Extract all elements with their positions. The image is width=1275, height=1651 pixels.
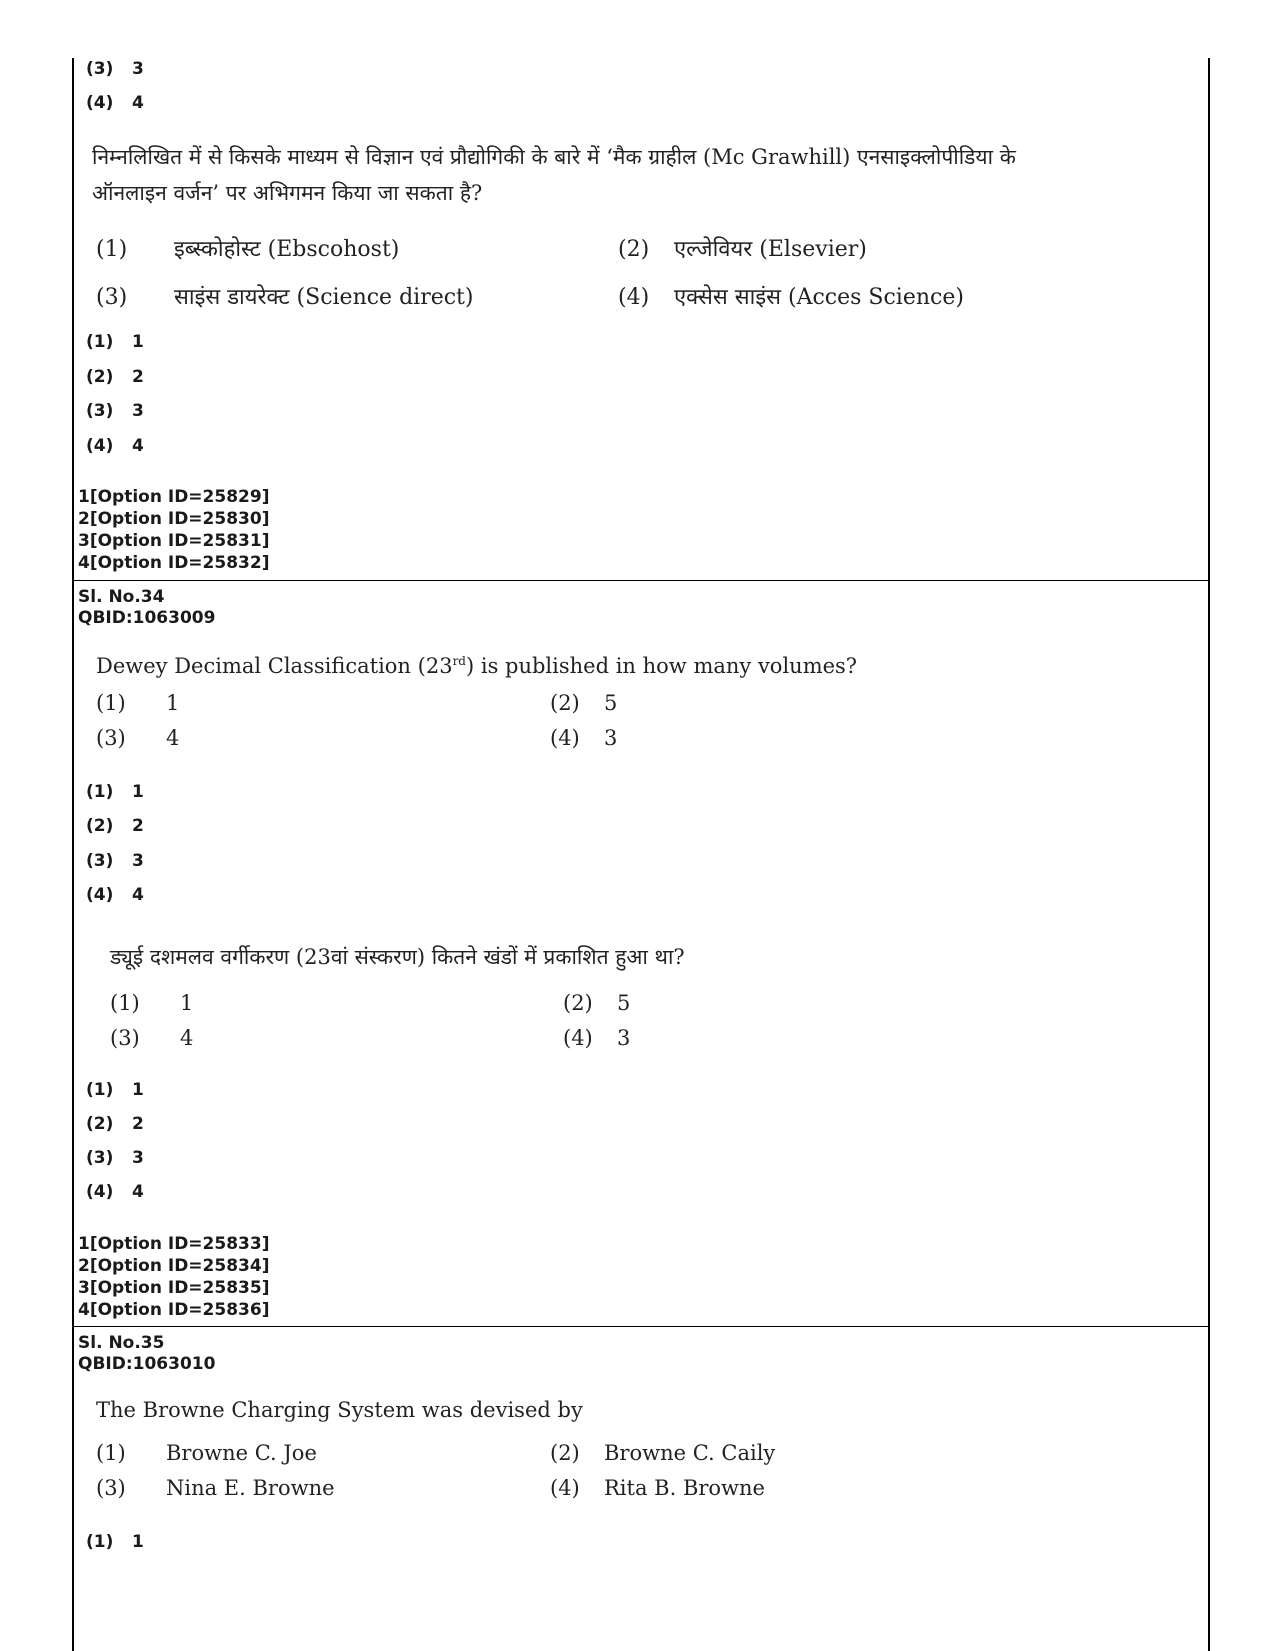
question-text-hindi-line2: ऑनलाइन वर्जन’ पर अभिगमन किया जा सकता है? <box>92 181 483 205</box>
serial-number: Sl. No.34 <box>78 587 165 607</box>
option-id: 1[Option ID=25829] <box>78 487 270 507</box>
answer-choice: (1) 1 <box>86 332 144 352</box>
answer-choice: (2) 2 <box>86 1114 144 1134</box>
answer-choice: (3) 3 <box>86 401 144 421</box>
answer-choice: (1) 1 <box>86 782 144 802</box>
answer-choice: (2) 2 <box>86 816 144 836</box>
option-item: (4) 3 <box>563 1026 631 1050</box>
option-item: (2) 5 <box>550 691 618 715</box>
option-item: (4) 3 <box>550 726 618 750</box>
option-item: (3) Nina E. Browne <box>96 1476 335 1500</box>
answer-choice: (3) 3 <box>86 1148 144 1168</box>
section-divider <box>72 1326 1210 1327</box>
option-item: (4) Rita B. Browne <box>550 1476 765 1500</box>
answer-choice: (1) 1 <box>86 1532 144 1552</box>
option-item: (2) Browne C. Caily <box>550 1441 776 1465</box>
option-id: 2[Option ID=25830] <box>78 509 270 529</box>
option-item: (3) साइंस डायरेक्ट (Science direct) <box>96 285 474 310</box>
section-divider <box>72 580 1210 581</box>
option-id: 2[Option ID=25834] <box>78 1256 270 1276</box>
option-item: (1) 1 <box>110 991 194 1015</box>
serial-number: Sl. No.35 <box>78 1333 165 1353</box>
answer-choice: (3) 3 <box>86 851 144 871</box>
answer-choice: (4) 4 <box>86 93 144 113</box>
answer-choice: (4) 4 <box>86 1182 144 1202</box>
option-item: (1) 1 <box>96 691 180 715</box>
left-border <box>72 58 74 1651</box>
question-text-hindi-line1: निम्नलिखित में से किसके माध्यम से विज्ञान एवं प्रौद्योगिकी के बारे में ‘मैक ग्राहील (Mc Grawhill) एनसाइक्लोपीडिया के <box>92 145 1016 169</box>
answer-choice: (2) 2 <box>86 367 144 387</box>
qbid: QBID:1063009 <box>78 608 216 628</box>
option-item: (4) एक्सेस साइंस (Acces Science) <box>618 285 964 310</box>
option-item: (1) Browne C. Joe <box>96 1441 317 1465</box>
option-item: (2) 5 <box>563 991 631 1015</box>
option-item: (3) 4 <box>110 1026 194 1050</box>
right-border <box>1208 58 1210 1651</box>
qbid: QBID:1063010 <box>78 1354 216 1374</box>
question-text-hindi: ड्यूई दशमलव वर्गीकरण (23वां संस्करण) कितने खंडों में प्रकाशित हुआ था? <box>110 945 685 969</box>
answer-choice: (3) 3 <box>86 59 144 79</box>
answer-choice: (4) 4 <box>86 436 144 456</box>
answer-choice: (1) 1 <box>86 1080 144 1100</box>
option-id: 4[Option ID=25836] <box>78 1300 270 1320</box>
option-item: (2) एल्जेवियर (Elsevier) <box>618 237 867 262</box>
option-item: (1) इब्स्कोहोस्ट (Ebscohost) <box>96 237 400 262</box>
answer-choice: (4) 4 <box>86 885 144 905</box>
question-text: Dewey Decimal Classification (23rd) is published in how many volumes? <box>96 654 858 678</box>
question-text: The Browne Charging System was devised by <box>96 1398 583 1422</box>
option-id: 3[Option ID=25835] <box>78 1278 270 1298</box>
option-item: (3) 4 <box>96 726 180 750</box>
option-id: 1[Option ID=25833] <box>78 1234 270 1254</box>
option-id: 3[Option ID=25831] <box>78 531 270 551</box>
option-id: 4[Option ID=25832] <box>78 553 270 573</box>
